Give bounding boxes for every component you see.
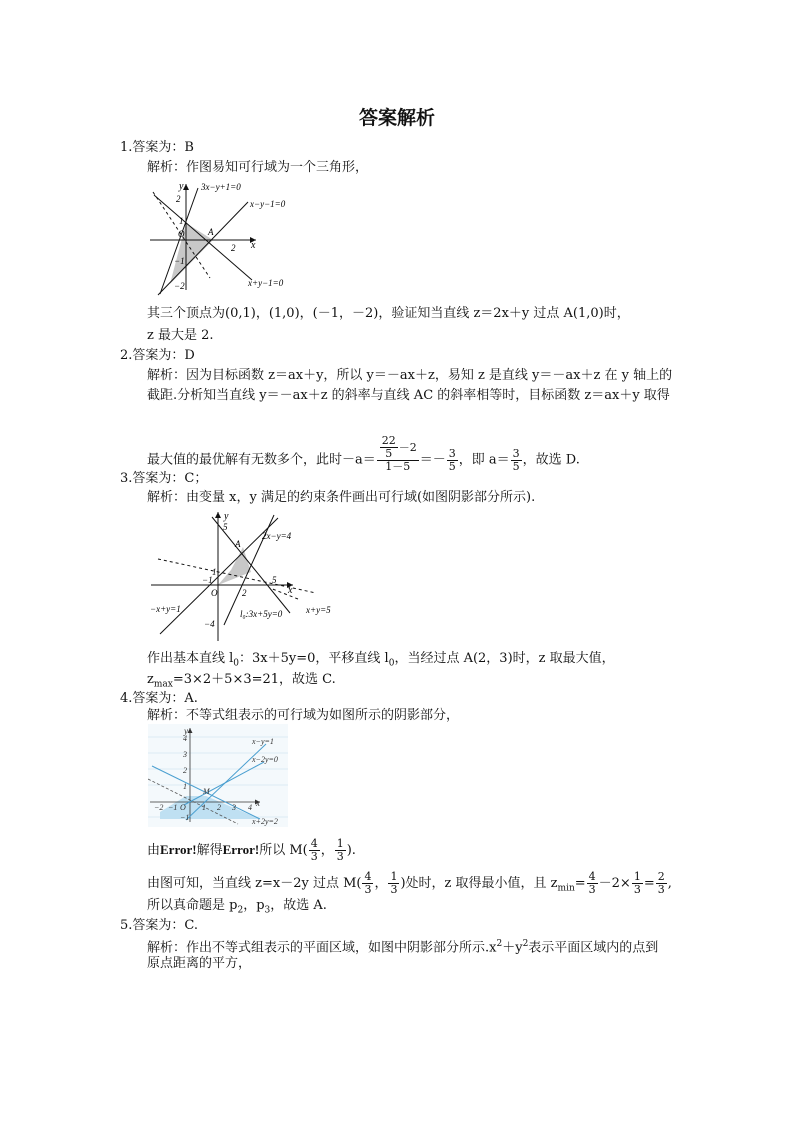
answer-2-fraction-2: $\frac{3}{5}$: [512, 446, 520, 473]
figure-3-tick-ym4: −4: [204, 619, 215, 629]
figure-4-label-x+2y: x+2y=2: [252, 817, 278, 826]
answer-1-line-2: 其三个顶点为(0,1)，(1,0)，(－1，－2)，验证知当直线 z＝2x＋y 过点 A(1,0)时，: [147, 306, 630, 321]
figure-4-tick-xm2: −2: [154, 803, 164, 812]
figure-4: [148, 724, 288, 827]
answer-3-header: 3.答案为：C；: [120, 471, 208, 486]
answer-4-line-2: 由Error!解得Error!所以 M( $\frac{4}{3}$ ， $\frac{1}{3}$ ).: [147, 837, 356, 863]
answer-4-line-1: 解析：不等式组表示的可行域为如图所示的阴影部分，: [147, 708, 460, 723]
figure-1-label-line3: x+y−1=0: [248, 278, 284, 288]
answer-2-line-3: 最大值的最优解有无数多个，此时－a＝ $\frac{22}{5}$ －2 1－5 ＝－ $\frac{3}{5}$ ，即 a＝ $\frac{3}{5}$ ，故选 D.: [147, 434, 580, 473]
figure-3-label-x: x: [288, 585, 293, 596]
answer-1-line-1: 解析：作图易知可行域为一个三角形，: [147, 160, 369, 175]
answer-2-line-1: 解析：因为目标函数 z＝ax＋y，所以 y＝－ax＋z，易知 z 是直线 y＝－ax＋z 在 y 轴上的: [147, 368, 673, 383]
figure-1-label-line1: 3x−y+1=0: [201, 182, 241, 192]
figure-3-feasible-region: [218, 547, 251, 585]
figure-4-point-m: M: [203, 787, 210, 796]
figure-1-tick-ym1: −1: [174, 256, 185, 266]
figure-3-tick-x5: 5: [272, 575, 277, 585]
figure-4-tick-x4: 4: [248, 803, 252, 812]
figure-3-label-2x-y: 2x−y=4: [262, 531, 292, 541]
answer-2-header: 2.答案为：D: [120, 348, 195, 363]
figure-4-label-y: y: [184, 726, 188, 736]
figure-4-origin: O: [180, 803, 186, 812]
answer-1-line-3: z 最大是 2.: [147, 328, 214, 343]
figure-1-point-a: A: [208, 227, 214, 237]
figure-3: [148, 509, 338, 644]
figure-1-feasible-region: [170, 223, 213, 284]
figure-4-tick-xm1: −1: [168, 803, 178, 812]
answer-5-line-1: 解析：作出不等式组表示的平面区域，如图中阴影部分所示$.x^2+y^2$表示平面区域内的点到: [147, 939, 659, 956]
answer-2-text-a: 最大值的最优解有无数多个，此时－a＝: [147, 452, 376, 468]
answer-5-header: 5.答案为：C.: [120, 918, 199, 933]
figure-1-tick-ym2: −2: [174, 281, 185, 291]
answer-1-header: 1.答案为：B: [120, 140, 194, 155]
figure-3-label-x+y: x+y=5: [306, 605, 331, 615]
figure-3-tick-y5: 5: [223, 522, 228, 532]
figure-1: [148, 178, 298, 296]
answer-5-line-2: 原点距离的平方，: [147, 956, 252, 971]
figure-1-label-x: x: [251, 240, 256, 251]
answer-3-line-1: 解析：由变量 x，y 满足的约束条件画出可行域(如图阴影部分所示).: [147, 490, 536, 505]
figure-4-tick-y4: 4: [183, 734, 187, 743]
figure-4-tick-x1: 1: [202, 803, 206, 812]
figure-4-tick-x3: 3: [232, 803, 236, 812]
figure-3-tick-xm1: −1: [202, 575, 213, 585]
figure-1-label-y: y: [179, 181, 184, 192]
figure-4-tick-y3: 3: [183, 750, 187, 759]
figure-3-label-y: y: [224, 511, 229, 522]
answer-3-line-2: 作出基本直线 $l_0$：3x＋5y=0，平移直线 $l_0$，当经过点 A(2，3)时，z 取最大值，: [147, 651, 615, 669]
figure-4-tick-y2: 2: [183, 766, 187, 775]
figure-4-label-x-y-1: x−y=1: [252, 737, 274, 746]
figure-3-label-neg-x-y: −x+y=1: [150, 604, 181, 614]
answer-2-line-2: 截距.分析知当直线 y＝－ax＋z 的斜率与直线 AC 的斜率相等时，目标函数 z＝ax＋y 取得: [147, 388, 670, 403]
figure-1-tick-y1: 1: [179, 216, 184, 226]
error-field-2: Error!: [222, 842, 260, 857]
figure-3-origin: O: [211, 588, 218, 598]
answer-4-line-3: 由图可知，当直线 z=x－2y 过点 M( $\frac{4}{3}$ ， $\frac{1}{3}$ )处时，z 取得最小值，且 $z_{min}=$ $\frac{4}{3}$ －2× $\frac{1}{3}$ = $\frac{2}{3}$ ,: [147, 870, 672, 896]
answer-4-line-4: 所以真命题是 $p_2$，$p_3$，故选 A.: [147, 898, 327, 916]
figure-4-label-x: x: [256, 798, 260, 808]
figure-3-tick-y1: 1: [212, 567, 217, 577]
figure-1-tick-x2: 2: [231, 243, 236, 253]
answer-3-line-3: $z_{max}=3\times 2+5\times 3=21$，故选 C.: [147, 672, 336, 690]
page-title: 答案解析: [358, 107, 435, 129]
figure-4-label-x-2y: x−2y=0: [252, 755, 278, 764]
figure-4-tick-x2: 2: [217, 803, 221, 812]
answer-2-fraction-1: $\frac{3}{5}$: [448, 446, 456, 473]
figure-3-tick-x2: 2: [242, 588, 247, 598]
figure-1-label-line2: x−y−1=0: [250, 199, 286, 209]
figure-4-tick-ym1: −1: [180, 813, 190, 822]
answer-4-header: 4.答案为：A.: [120, 691, 198, 706]
figure-1-tick-y2: 2: [176, 194, 181, 204]
figure-1-origin: O: [178, 229, 185, 239]
figure-3-label-l0: l₀:3x+5y=0: [240, 609, 283, 619]
error-field-1: Error!: [160, 842, 197, 857]
figure-4-tick-y1: 1: [183, 782, 187, 791]
figure-3-point-a: A: [235, 539, 241, 549]
answer-2-compound-fraction: $\frac{22}{5}$ －2 1－5: [377, 435, 419, 473]
